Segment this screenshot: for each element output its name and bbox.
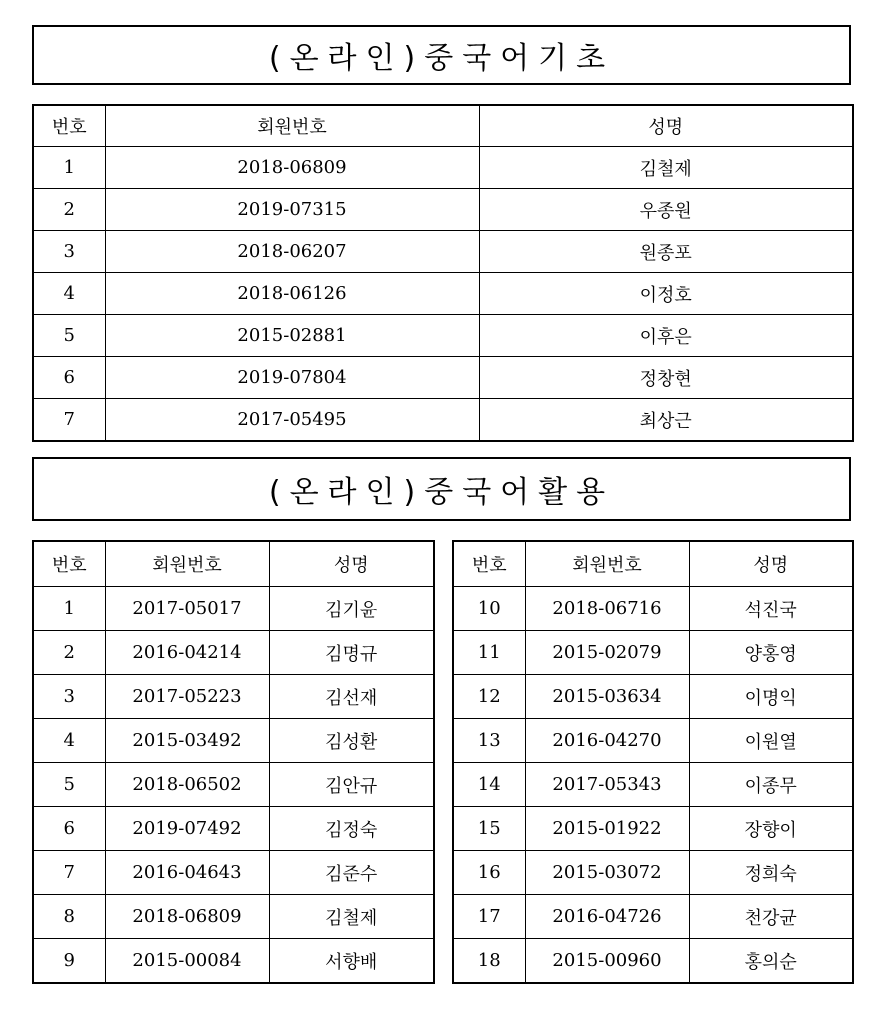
table-row — [33, 895, 434, 939]
table-row — [33, 631, 434, 675]
table-row — [453, 587, 853, 631]
applied-course-table-left — [32, 540, 435, 984]
table-row — [33, 357, 853, 399]
member-name: 김준수 — [269, 851, 434, 895]
row-number: 4 — [33, 719, 105, 763]
row-number: 2 — [33, 189, 105, 231]
member-id: 2019-07315 — [105, 189, 479, 231]
member-name: 정희숙 — [689, 851, 853, 895]
header-member-id: 회원번호 — [525, 541, 689, 587]
row-number: 10 — [453, 587, 525, 631]
row-number: 14 — [453, 763, 525, 807]
row-number: 16 — [453, 851, 525, 895]
member-id: 2017-05223 — [105, 675, 269, 719]
member-name: 장향이 — [689, 807, 853, 851]
member-id: 2015-02881 — [105, 315, 479, 357]
basic-course-table — [32, 104, 854, 442]
member-id: 2017-05017 — [105, 587, 269, 631]
member-name: 이명익 — [689, 675, 853, 719]
member-name: 김안규 — [269, 763, 434, 807]
row-number: 9 — [33, 939, 105, 984]
member-id: 2015-02079 — [525, 631, 689, 675]
row-number: 18 — [453, 939, 525, 984]
header-number: 번호 — [453, 541, 525, 587]
member-name: 김정숙 — [269, 807, 434, 851]
table-row — [453, 939, 853, 984]
row-number: 11 — [453, 631, 525, 675]
applied-course-table-right — [452, 540, 854, 984]
member-id: 2016-04214 — [105, 631, 269, 675]
header-name: 성명 — [269, 541, 434, 587]
member-name: 우종원 — [479, 189, 853, 231]
table-header-row — [33, 541, 434, 587]
member-name: 김철제 — [479, 147, 853, 189]
row-number: 17 — [453, 895, 525, 939]
member-name: 서향배 — [269, 939, 434, 984]
member-name: 홍의순 — [689, 939, 853, 984]
header-number: 번호 — [33, 541, 105, 587]
member-name: 최상근 — [479, 399, 853, 442]
member-name: 원종포 — [479, 231, 853, 273]
member-id: 2016-04726 — [525, 895, 689, 939]
member-id: 2018-06126 — [105, 273, 479, 315]
row-number: 15 — [453, 807, 525, 851]
row-number: 5 — [33, 763, 105, 807]
member-id: 2017-05343 — [525, 763, 689, 807]
row-number: 2 — [33, 631, 105, 675]
row-number: 3 — [33, 675, 105, 719]
table-row — [453, 763, 853, 807]
table-row — [453, 719, 853, 763]
row-number: 13 — [453, 719, 525, 763]
member-id: 2015-03634 — [525, 675, 689, 719]
member-name: 김성환 — [269, 719, 434, 763]
member-name: 정창현 — [479, 357, 853, 399]
row-number: 7 — [33, 851, 105, 895]
table-row — [33, 273, 853, 315]
row-number: 6 — [33, 357, 105, 399]
row-number: 3 — [33, 231, 105, 273]
member-id: 2018-06809 — [105, 147, 479, 189]
member-name: 석진국 — [689, 587, 853, 631]
member-name: 김철제 — [269, 895, 434, 939]
table-row — [33, 147, 853, 189]
member-id: 2019-07492 — [105, 807, 269, 851]
table-row — [33, 587, 434, 631]
header-name: 성명 — [689, 541, 853, 587]
header-number: 번호 — [33, 105, 105, 147]
member-name: 이후은 — [479, 315, 853, 357]
table-row — [453, 807, 853, 851]
member-id: 2018-06502 — [105, 763, 269, 807]
table-row — [33, 399, 853, 442]
row-number: 12 — [453, 675, 525, 719]
member-id: 2015-03072 — [525, 851, 689, 895]
table-row — [33, 189, 853, 231]
table-row — [33, 851, 434, 895]
member-id: 2018-06716 — [525, 587, 689, 631]
table-row — [453, 895, 853, 939]
table-row — [33, 719, 434, 763]
member-name: 김명규 — [269, 631, 434, 675]
row-number: 7 — [33, 399, 105, 442]
member-name: 김선재 — [269, 675, 434, 719]
member-name: 천강균 — [689, 895, 853, 939]
member-name: 김기윤 — [269, 587, 434, 631]
table-row — [33, 807, 434, 851]
row-number: 4 — [33, 273, 105, 315]
member-name: 이종무 — [689, 763, 853, 807]
table-header-row — [453, 541, 853, 587]
table-row — [33, 763, 434, 807]
header-name: 성명 — [479, 105, 853, 147]
table-row — [33, 315, 853, 357]
table-row — [33, 939, 434, 984]
table-row — [453, 675, 853, 719]
row-number: 8 — [33, 895, 105, 939]
table-row — [33, 231, 853, 273]
header-member-id: 회원번호 — [105, 105, 479, 147]
member-id: 2018-06207 — [105, 231, 479, 273]
header-member-id: 회원번호 — [105, 541, 269, 587]
row-number: 5 — [33, 315, 105, 357]
member-id: 2015-00960 — [525, 939, 689, 984]
member-id: 2015-00084 — [105, 939, 269, 984]
table-row — [33, 675, 434, 719]
member-id: 2017-05495 — [105, 399, 479, 442]
member-id: 2019-07804 — [105, 357, 479, 399]
member-id: 2016-04643 — [105, 851, 269, 895]
section1-title: (온라인)중국어기초 — [32, 25, 851, 85]
member-id: 2015-03492 — [105, 719, 269, 763]
table-row — [453, 851, 853, 895]
row-number: 1 — [33, 587, 105, 631]
member-id: 2015-01922 — [525, 807, 689, 851]
member-name: 이정호 — [479, 273, 853, 315]
row-number: 6 — [33, 807, 105, 851]
table-header-row — [33, 105, 853, 147]
member-id: 2016-04270 — [525, 719, 689, 763]
section2-title: (온라인)중국어활용 — [32, 457, 851, 521]
member-id: 2018-06809 — [105, 895, 269, 939]
row-number: 1 — [33, 147, 105, 189]
table-row — [453, 631, 853, 675]
member-name: 양홍영 — [689, 631, 853, 675]
member-name: 이원열 — [689, 719, 853, 763]
